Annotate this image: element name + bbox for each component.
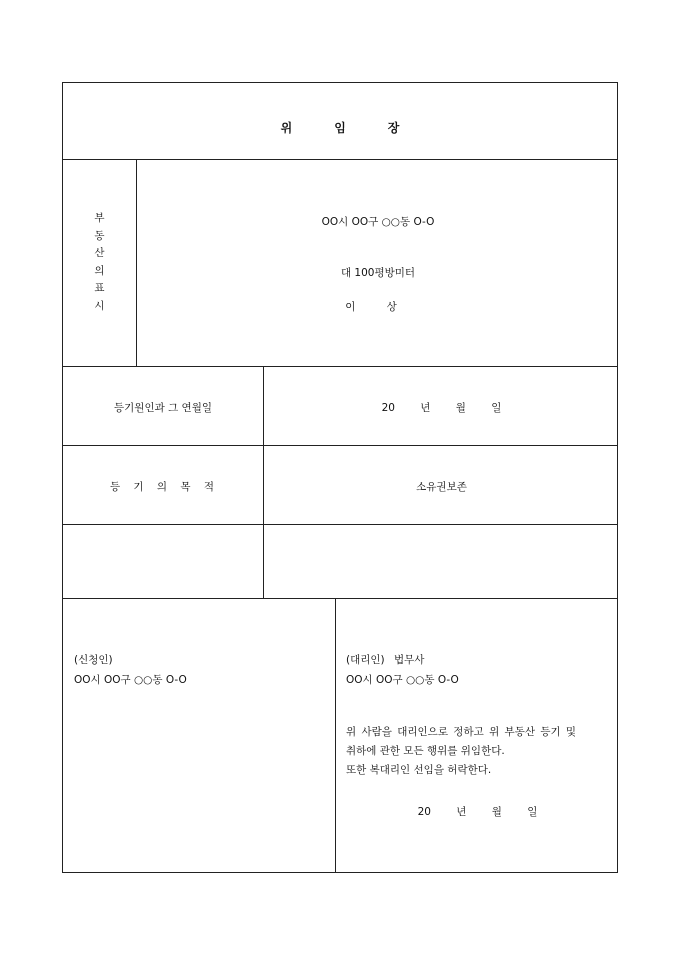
delegation-line-1: 위 사람을 대리인으로 정하고 위 부동산 등기 및 (346, 726, 577, 738)
property-label-char: 산 (94, 247, 105, 259)
agent-label: (대리인) 법무사 (346, 654, 425, 666)
divider (136, 159, 137, 366)
purpose-value: 소유권보존 (416, 481, 467, 493)
divider (63, 524, 617, 525)
power-of-attorney-form (62, 82, 618, 873)
divider (63, 445, 617, 446)
page-title: 위임장 (280, 121, 442, 135)
property-label-char: 표 (94, 282, 105, 294)
delegation-line-2: 취하에 관한 모든 행위를 위임한다. (346, 745, 505, 757)
property-label-char: 시 (94, 299, 105, 312)
property-label (63, 210, 136, 315)
property-area: 대 100평방미터 (340, 267, 416, 279)
cause-date-value: 20 년 월 일 (381, 402, 502, 414)
property-label-char: 동 (94, 229, 105, 242)
divider (335, 598, 336, 873)
property-label-char: 의 (94, 264, 105, 277)
signing-date: 20 년 월 일 (417, 806, 538, 818)
property-label-char: 부 (94, 212, 105, 224)
applicant-address: OO시 OO구 ○○동 O-O (74, 674, 187, 686)
cause-date-label: 등기원인과 그 연월일 (114, 402, 212, 414)
property-address: OO시 OO구 ○○동 O-O (321, 216, 435, 228)
purpose-label: 등 기 의 목 적 (109, 481, 217, 493)
divider (63, 366, 617, 367)
applicant-label: (신청인) (74, 654, 113, 666)
agent-address: OO시 OO구 ○○동 O-O (346, 674, 459, 686)
divider (63, 159, 617, 160)
delegation-line-3: 또한 복대리인 선임을 허락한다. (346, 764, 492, 776)
property-end: 이 상 (345, 301, 411, 313)
divider (63, 598, 617, 599)
